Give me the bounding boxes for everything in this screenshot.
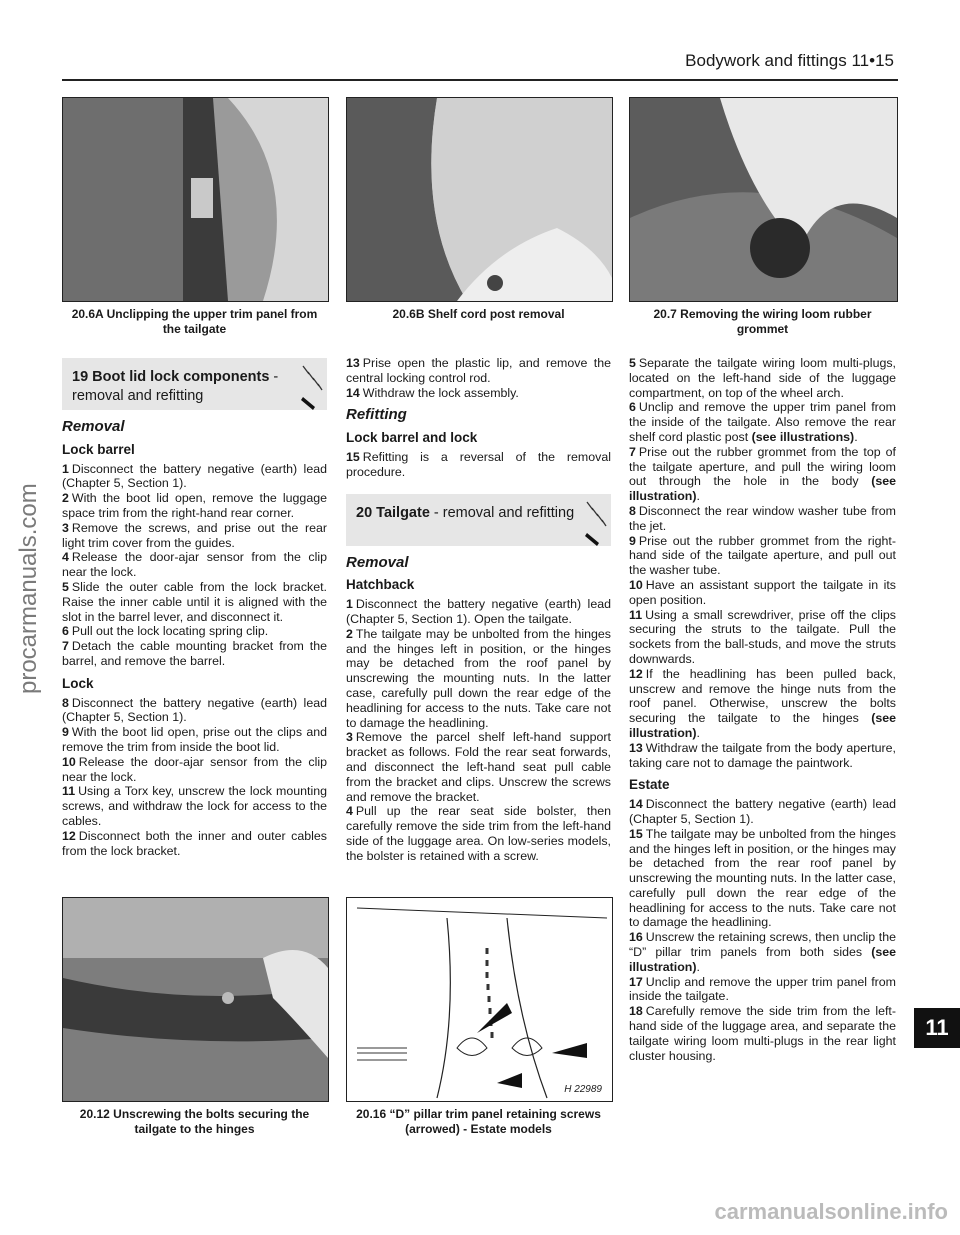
- caption-20-12: 20.12 Unscrewing the bolts securing the tailgate to the hinges: [79, 1107, 310, 1136]
- photo-20-6a: [62, 97, 329, 302]
- caption-20-6b: 20.6B Shelf cord post removal: [392, 307, 565, 321]
- heading-estate: Estate: [629, 777, 670, 793]
- section-20-number: 20: [356, 504, 373, 521]
- column-2: 13 Prise open the plastic lip, and remove the central locking control rod. 14 Withdraw the lock assembly. Refitting Lock barrel and lock 15 Refitting is a reversal of the removal procedure. 20 Tailgate - removal and refitting Removal Hatchback 1 Disconnect the battery negative (earth) lead (Chapter 5, Section 1). Open the tailgate. 2 The tailgate may be unbolted from the hinges and the hinges left in position, or the hinges may be detached from the roof panel by unscrewing the mounting nuts. In the latter case, carefully pull down the rear edge of the headlining for access to the nuts. Take care not to damage the headlining. 3 Remove the parcel shelf left-hand support bracket as follows. Fold the rear seat forwards, and disconnect the left-hand seat pull cable from the bracket and clips. Unscrew the screws and remove the bracket. 4 Pull up the rear seat side bolster, then carefully remove the side trim from the left-hand side of the luggage area. On low-series models, the bolster is retained with a screw.: [346, 356, 611, 863]
- heading-refitting: Refitting: [346, 406, 407, 424]
- caption-20-7: 20.7 Removing the wiring loom rubber grommet: [653, 307, 872, 336]
- heading-lock: Lock: [62, 675, 94, 691]
- caption-20-16: 20.16 “D” pillar trim panel retaining screws (arrowed) - Estate models: [356, 1107, 601, 1136]
- photo-20-7: [629, 97, 898, 302]
- photo-20-6b: [346, 97, 613, 302]
- heading-removal: Removal: [62, 418, 125, 435]
- spanner-rating-icon: [297, 364, 323, 412]
- side-watermark: procarmanuals.com: [15, 483, 42, 694]
- heading-hatchback: Hatchback: [346, 577, 415, 593]
- column-3: 5 Separate the tailgate wiring loom multi-plugs, located on the left-hand side of the luggage compartment, on top of the wheel arch. 6 Unclip and remove the upper trim panel from the inside of the tailgate. Also remove the rear shelf cord plastic post (see illustrations). 7 Prise out the rubber grommet from the top of the tailgate aperture, and pull the wiring loom out through the hole in the body (see illustration). 8 Disconnect the rear window washer tube from the jet. 9 Prise out the rubber grommet from the right-hand side of the tailgate aperture, and pull out the washer tube. 10 Have an assistant support the tailgate in its open position. 11 Using a small screwdriver, prise off the clips securing the struts to the tailgate. Pull the sockets from the ball-studs, and move the struts downwards. 12 If the headlining has been pulled back, unscrew and remove the hinge nuts from the roof panel. Otherwise, unscrew the bolts securing the tailgate to the hinges (see illustration). 13 Withdraw the tailgate from the body aperture, taking care not to damage the paintwork. Estate 14 Disconnect the battery negative (earth) lead (Chapter 5, Section 1). 15 The tailgate may be unbolted from the hinges and the hinges left in position, or the hinges may be detached from the rear roof panel by unscrewing the mounting nuts. In the latter case, carefully pull down the rear edge of the headlining for access to the nuts. Take care not to damage the headlining. 16 Unscrew the retaining screws, then unclip the “D” pillar trim panels from both sides (see illustration). 17 Unclip and remove the upper trim panel from inside the tailgate. 18 Carefully remove the side trim from the left-hand side of the luggage area, and separate the tailgate wiring loom multi-plugs in the rear light cluster housing.: [629, 356, 896, 1063]
- column-1: 19 Boot lid lock components - removal and refitting Removal Lock barrel 1 Disconnect the battery negative (earth) lead (Chapter 5, Section 1). 2 With the boot lid open, remove the luggage space trim from the right-hand rear corner. 3 Remove the screws, and prise out the rear light trim cover from the guides. 4 Release the door-ajar sensor from the clip near the lock. 5 Slide the outer cable from the lock bracket. Raise the inner cable until it is aligned with the slot in the barrel lever, and disconnect it. 6 Pull out the lock locating spring clip. 7 Detach the cable mounting bracket from the barrel, and remove the barrel. Lock 8 Disconnect the battery negative (earth) lead (Chapter 5, Section 1). 9 With the boot lid open, prise out the clips and remove the trim from inside the boot lid. 10 Release the door-ajar sensor from the clip near the lock. 11 Using a Torx key, unscrew the lock mounting screws, and withdraw the lock for access to the cables. 12 Disconnect both the inner and outer cables from the lock bracket.: [62, 356, 327, 858]
- drawing-20-16: [346, 897, 613, 1102]
- footer-watermark: carmanualsonline.info: [714, 1199, 948, 1224]
- heading-removal-20: Removal: [346, 553, 409, 571]
- page-header-title: Bodywork and fittings 11•15: [685, 51, 894, 70]
- drawing-code: H 22989: [564, 1084, 602, 1095]
- section-19-title: Boot lid lock components: [92, 369, 270, 385]
- section-20-heading: [346, 494, 611, 546]
- section-20-title: Tailgate: [376, 504, 430, 521]
- section-19-subtitle: - removal and refitting: [72, 369, 279, 404]
- caption-20-6a: 20.6A Unclipping the upper trim panel from the tailgate: [71, 307, 318, 336]
- chapter-tab: 11: [914, 1008, 960, 1048]
- spanner-rating-icon: [581, 500, 607, 548]
- section-19-number: 19: [72, 369, 89, 385]
- heading-lock-barrel-and-lock: Lock barrel and lock: [346, 430, 478, 446]
- photo-20-12: [62, 897, 329, 1102]
- section-20-subtitle: - removal and refitting: [429, 504, 575, 521]
- heading-lock-barrel: Lock barrel: [62, 441, 135, 457]
- header-rule: [62, 79, 898, 81]
- section-19-heading: [62, 358, 327, 410]
